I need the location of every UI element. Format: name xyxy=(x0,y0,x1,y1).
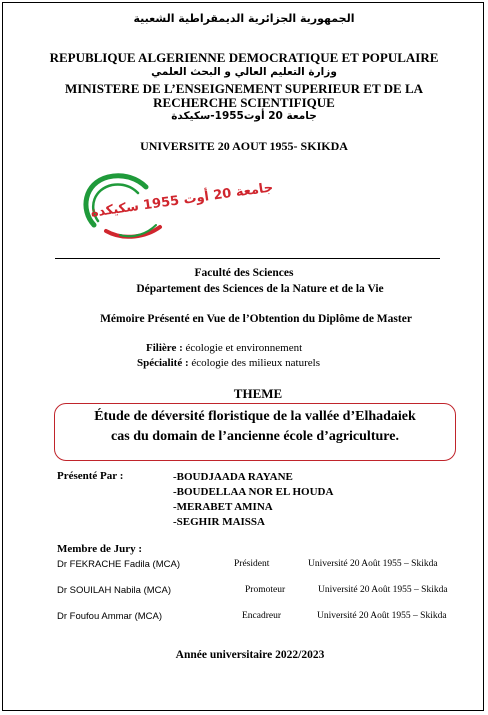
jury-member-institution: Université 20 Août 1955 – Skikda xyxy=(317,611,447,621)
separator-line xyxy=(55,258,440,259)
arabic-university-title: جامعة 20 أوت1955-سكيكدة xyxy=(171,110,317,122)
jury-member-name: Dr FEKRACHE Fadila (MCA) xyxy=(57,559,180,570)
jury-member-role: Promoteur xyxy=(245,585,286,595)
jury-member-role: Encadreur xyxy=(242,611,282,621)
jury-label: Membre de Jury : xyxy=(57,543,143,555)
students-list xyxy=(173,470,333,530)
university-title: UNIVERSITE 20 AOUT 1955- SKIKDA xyxy=(140,139,348,153)
memoire-statement: Mémoire Présenté en Vue de l’Obtention du Diplôme de Master xyxy=(100,313,412,325)
faculty-name: Faculté des Sciences xyxy=(194,267,294,279)
arabic-republic-title: الجمهورية الجزائرية الديمقراطية الشعبية xyxy=(133,12,355,25)
jury-member-name: Dr Foufou Ammar (MCA) xyxy=(57,611,163,622)
jury-member-institution: Université 20 Août 1955 – Skikda xyxy=(308,559,438,569)
theme-label: THEME xyxy=(233,386,283,401)
jury-member-name: Dr SOUILAH Nabila (MCA) xyxy=(57,585,172,596)
jury-member-role: Président xyxy=(234,559,270,569)
republic-title: REPUBLIQUE ALGERIENNE DEMOCRATIQUE ET POPULAIRE xyxy=(49,50,439,65)
student-name: -BOUDJAADA RAYANE xyxy=(173,471,293,483)
specialite-label: Spécialité : xyxy=(137,357,189,369)
logo-arabic-text: جامعة 20 أوت 1955 سكيكدة xyxy=(89,180,275,221)
presented-by-label: Présenté Par : xyxy=(57,470,124,482)
student-name: -SEGHIR MAISSA xyxy=(173,516,265,528)
theme-title-line2: cas du domain de l’ancienne école d’agriculture. xyxy=(111,429,399,444)
arabic-ministry-title: وزارة التعليم العالي و البحث العلمي xyxy=(151,66,337,78)
ministry-title-line1: MINISTERE DE L’ENSEIGNEMENT SUPERIEUR ET DE LA xyxy=(64,81,424,96)
filiere-value: écologie et environnement xyxy=(185,342,303,354)
student-name: -BOUDELLAA NOR EL HOUDA xyxy=(173,486,334,498)
specialite-line xyxy=(137,357,320,369)
specialite-value: écologie des milieux naturels xyxy=(191,357,320,369)
ministry-title-line2: RECHERCHE SCIENTIFIQUE xyxy=(153,95,335,110)
university-logo xyxy=(76,165,275,243)
filiere-label: Filière : xyxy=(146,342,183,354)
student-name: -MERABET AMINA xyxy=(173,501,273,513)
department-name: Département des Sciences de la Nature et de la Vie xyxy=(136,283,384,295)
filiere-line xyxy=(146,342,302,354)
jury-member-institution: Université 20 Août 1955 – Skikda xyxy=(318,585,448,595)
academic-year: Année universitaire 2022/2023 xyxy=(175,649,325,661)
theme-title-line1: Étude de déversité floristique de la vallée d’Elhadaiek xyxy=(94,409,416,424)
